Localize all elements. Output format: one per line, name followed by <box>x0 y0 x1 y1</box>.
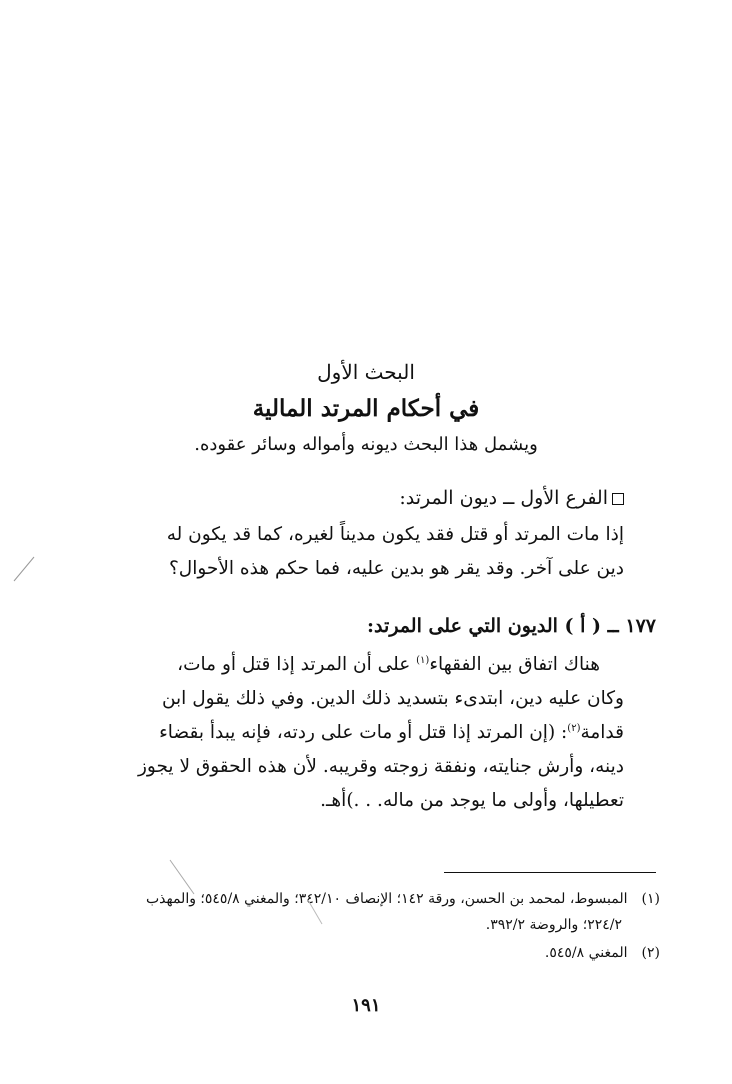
footnote-ref: (٢) <box>567 722 581 734</box>
footnote-number: (٢) <box>641 945 660 961</box>
text-run: : (إن المرتد إذا قتل أو مات على ردته، فإنه يبدأ بقضاء <box>159 722 568 743</box>
footnote-line: ٢٢٤/٢؛ والروضة ٣٩٢/٢. <box>485 917 622 933</box>
footnote-ref: (١) <box>416 654 430 666</box>
paragraph-line: إذا مات المرتد أو قتل فقد يكون مديناً لغيره، كما قد يكون له <box>166 524 624 545</box>
paragraph-line <box>102 716 624 750</box>
section-subtitle: في أحكام المرتد المالية <box>252 395 480 422</box>
footnote-2 <box>100 940 660 966</box>
scan-artifact-mark <box>168 858 198 898</box>
paragraph-line: تعطيلها، وأولى ما يوجد من ماله. . .)أهـ. <box>320 790 624 811</box>
section-intro: ويشمل هذا البحث ديونه وأمواله وسائر عقوده. <box>194 434 538 455</box>
scan-artifact-mark <box>306 898 326 928</box>
footnote-number: (١) <box>641 891 660 907</box>
paragraph-line <box>102 648 624 682</box>
text-run: هناك اتفاق بين الفقهاء <box>429 654 600 675</box>
text-run: قدامة <box>580 722 624 743</box>
scan-artifact-mark <box>10 555 36 585</box>
paragraph-line: دينه، وأرش جنايته، ونفقة زوجته وقريبه. لأن هذه الحقوق لا يجوز <box>138 756 624 777</box>
footnote-text: المغني ٥٤٥/٨. <box>544 945 628 961</box>
paragraph-line: وكان عليه دين، ابتدىء بتسديد ذلك الدين. وفي ذلك يقول ابن <box>161 688 624 709</box>
branch-heading <box>104 483 624 513</box>
item-heading: ١٧٧ ــ ( أ ) الديون التي على المرتد: <box>367 615 656 637</box>
footnote-separator <box>444 872 656 873</box>
item-paragraph <box>102 648 624 818</box>
footnote-text: المبسوط، لمحمد بن الحسن، ورقة ١٤٢؛ الإنصاف ٣٤٢/١٠؛ والمغني ٥٤٥/٨؛ والمهذب <box>145 891 628 907</box>
square-bullet-icon <box>612 493 624 505</box>
branch-paragraph <box>102 518 624 586</box>
section-title: البحث الأول <box>317 360 415 384</box>
paragraph-line: دين على آخر. وقد يقر هو بدين عليه، فما حكم هذه الأحوال؟ <box>168 558 624 579</box>
branch-heading-text: الفرع الأول ــ ديون المرتد: <box>399 487 608 509</box>
text-run: على أن المرتد إذا قتل أو مات، <box>177 654 417 675</box>
page-number: ١٩١ <box>351 995 381 1016</box>
